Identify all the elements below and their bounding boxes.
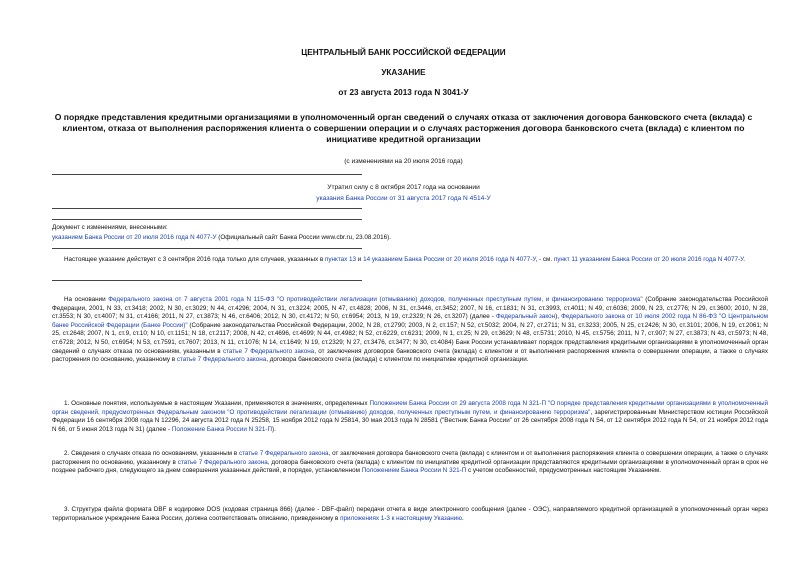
- doc-type: УКАЗАНИЕ: [381, 68, 426, 77]
- link-321-p[interactable]: Положением Банка России от 29 августа 2008 года N 321-П "О порядке представления кредитными организациями в уполномоченный орган сведений, предусмотренных Федеральным законом "О противодействии легализации (отмыванию) доходов, полученных преступным путем, и финансированию терроризма": [52, 400, 768, 416]
- link-article-7[interactable]: статье 7 Федерального закона: [238, 450, 329, 457]
- link-86-fz[interactable]: Федерального закона от 10 июля 2002 года N 86-ФЗ "О Центральном банке Российской Федерации (Банке России)": [52, 313, 768, 329]
- changes-line: [52, 234, 762, 243]
- link-fed-law[interactable]: Федеральный закон: [496, 313, 556, 321]
- paragraph-3: 3. Структура файла формата DBF в кодировке DOS (кодовая страница 866) (далее - DBF-файл) передачи отчета в виде электронного сообщения (далее - ОЭС), направляемого кредитной организацией в уполномоченный орган через территориальное учреждение Банка России, должна соответствовать описанию, приведенному в приложениях 1-3 к настоящему Указанию.: [52, 506, 768, 522]
- divider: [52, 208, 362, 209]
- expired-link[interactable]: указания Банка России от 31 августа 2017 года N 4514-У: [316, 195, 491, 202]
- link-article-7[interactable]: статье 7 Федерального закона: [222, 347, 315, 355]
- changes-source: (Официальный сайт Банка России www.cbr.ru, 23.08.2016).: [216, 234, 392, 241]
- paragraph-1: 1. Основные понятия, используемые в настоящем Указании, применяются в значениях, определенных Положением Банка России от 29 августа 2008 года N 321-П "О порядке представления кредитными организациями в уполномоченный орган сведений, предусмотренных Федеральным законом "О противодействии легализации (отмыванию) доходов, полученных преступным путем, и финансированию терроризма", зарегистрированным Министерством юстиции Российской Федерации 16 сентября 2008 года N 12296, 24 августа 2012 года N 25258, 15 ноября 2012 года N 25814, 30 мая 2013 года N 28581 ("Вестник Банка России" от 26 сентября 2008 года N 54, от 12 сентября 2012 года N 54, от 21 ноября 2012 года N 66, от 5 июня 2013 года N 31) (далее - Положение Банка России N 321-П).: [52, 400, 768, 433]
- divider: [52, 280, 362, 281]
- org-name: ЦЕНТРАЛЬНЫЙ БАНК РОССИЙСКОЙ ФЕДЕРАЦИИ: [301, 48, 506, 57]
- link-321-p-short[interactable]: Положение Банка России N 321-П: [171, 425, 273, 433]
- paragraph-2: 2. Сведения о случаях отказа по основаниям, указанным в статье 7 Федерального закона, от заключения договора банковского счета (вклада) с клиентом и от выполнения распоряжения клиента о совершении операции, а также о случаях расторжения по основанию, указанному в статье 7 Федерального закона, договора банковского счета (вклада) с клиентом по инициативе кредитной организации представляются кредитными организациями в уполномоченный орган в срок не позднее рабочего дня, следующего за днем совершения указанных действий, в порядке, установленном Положением Банка России N 321-П с учетом особенностей, предусмотренных настоящим Указанием.: [52, 450, 768, 475]
- link-115-fz[interactable]: Федерального закона от 7 августа 2001 года N 115-ФЗ "О противодействии легализации (отмыванию) доходов, полученных преступным путем, и финансированию терроризма": [108, 296, 643, 303]
- link-4077-points[interactable]: 14 указанием Банка России от 20 июля 2016 года N 4077-У: [363, 256, 536, 263]
- link-321-p-short[interactable]: Положением Банка России N 321-П: [361, 467, 467, 475]
- link-4077-p11[interactable]: пункт 11 указанием Банка России от 20 июля 2016 года N 4077-У: [553, 256, 744, 263]
- expired-text: Утратил силу с 8 октября 2017 года на основании: [327, 184, 480, 191]
- divider: [52, 219, 362, 220]
- notice-paragraph: Настоящее указание действует с 3 сентября 2016 года только для случаев, указанных в пунктах 13 и 14 указанием Банка России от 20 июля 2016 года N 4077-У, - см. пункт 11 указанием Банка России от 20 июля 2016 года N 4077-У.: [64, 256, 746, 263]
- changes-link[interactable]: указанием Банка России от 20 июля 2016 года N 4077-У: [52, 234, 217, 241]
- doc-date: от 23 августа 2013 года N 3041-У: [338, 88, 469, 97]
- preamble-paragraph: На основании Федерального закона от 7 августа 2001 года N 115-ФЗ "О противодействии легализации (отмыванию) доходов, полученных преступным путем, и финансированию терроризма" (Собрание законодательства Российской Федерации, 2001, N 33, ст.3418; 2002, N 30, ст.3029; N 44, ст.4296; 2004, N 31, ст.3224; 2005, N 47, ст.4828; 2006, N 31, ст.3446, ст.3452; 2007, N 16, ст.1831; N 31, ст.3993, ст.4011; N 49, ст.6036; 2009, N 23, ст.2776; N 29, ст.3600; 2010, N 28, ст.3553; N 30, ст.4007; N 31, ст.4166; 2011, N 27, ст.3873; N 46, ст.6406; 2012, N 30, ст.4172; N 50, ст.6954; 2013, N 19, ст.2329; N 26, ст.3207) (далее - Федеральный закон), Федерального закона от 10 июля 2002 года N 86-ФЗ "О Центральном банке Российской Федерации (Банке России)" (Собрание законодательства Российской Федерации, 2002, N 28, ст.2790; 2003, N 2, ст.157; N 52, ст.5032; 2004, N 27, ст.2711; N 31, ст.3233; 2005, N 25, ст.2426; N 30, ст.3101; 2006, N 19, ст.2061; N 25, ст.2648; 2007, N 1, ст.9, ст.10; N 10, ст.1151; N 18, ст.2117; 2008, N 42, ст.4696, ст.4699; N 44, ст.4982; N 52, ст.6229, ст.6231; 2009, N 1, ст.25; N 29, ст.3629; N 48, ст.5731; 2010, N 45, ст.5756; 2011, N 7, ст.907; N 27, ст.3873; N 43, ст.5973; N 48, ст.6728; 2012, N 50, ст.6954; N 53, ст.7591, ст.7607; 2013, N 11, ст.1076; N 14, ст.1649; N 19, ст.2329; N 27, ст.3476, ст.3477; N 30, ст.4084) Банк России устанавливает порядок представления кредитными организациями в уполномоченный орган сведений о случаях отказа по основаниям, указанным в статье 7 Федерального закона, от заключения договоров банковского счета (вклада) с клиентом и от выполнения распоряжения клиента о совершении операции, а также о случаях расторжения по основанию, указанному в статье 7 Федерального закона, договора банковского счета (вклада) с клиентом по инициативе кредитной организации.: [52, 296, 769, 364]
- changes-label: Документ с изменениями, внесенными:: [52, 224, 168, 231]
- doc-title: О порядке представления кредитными организациями в уполномоченный орган сведений о случаях отказа от заключения договора банковского счета (вклада) с клиентом, отказа от выполнения распоряжения клиента о совершении операции и о случаях расторжения договора банковского счета (вклада) с клиентом по инициативе кредитной организации: [54, 112, 753, 145]
- revision-note: (с изменениями на 20 июля 2016 года): [344, 158, 463, 165]
- link-points[interactable]: пунктах 13: [324, 256, 357, 263]
- link-article-7[interactable]: статье 7 Федерального закона: [176, 356, 267, 364]
- link-article-7[interactable]: статье 7 Федерального закона: [177, 458, 268, 466]
- link-appendices[interactable]: приложениях 1-3 к настоящему Указанию: [340, 514, 463, 522]
- divider: [52, 174, 362, 175]
- divider: [52, 248, 362, 249]
